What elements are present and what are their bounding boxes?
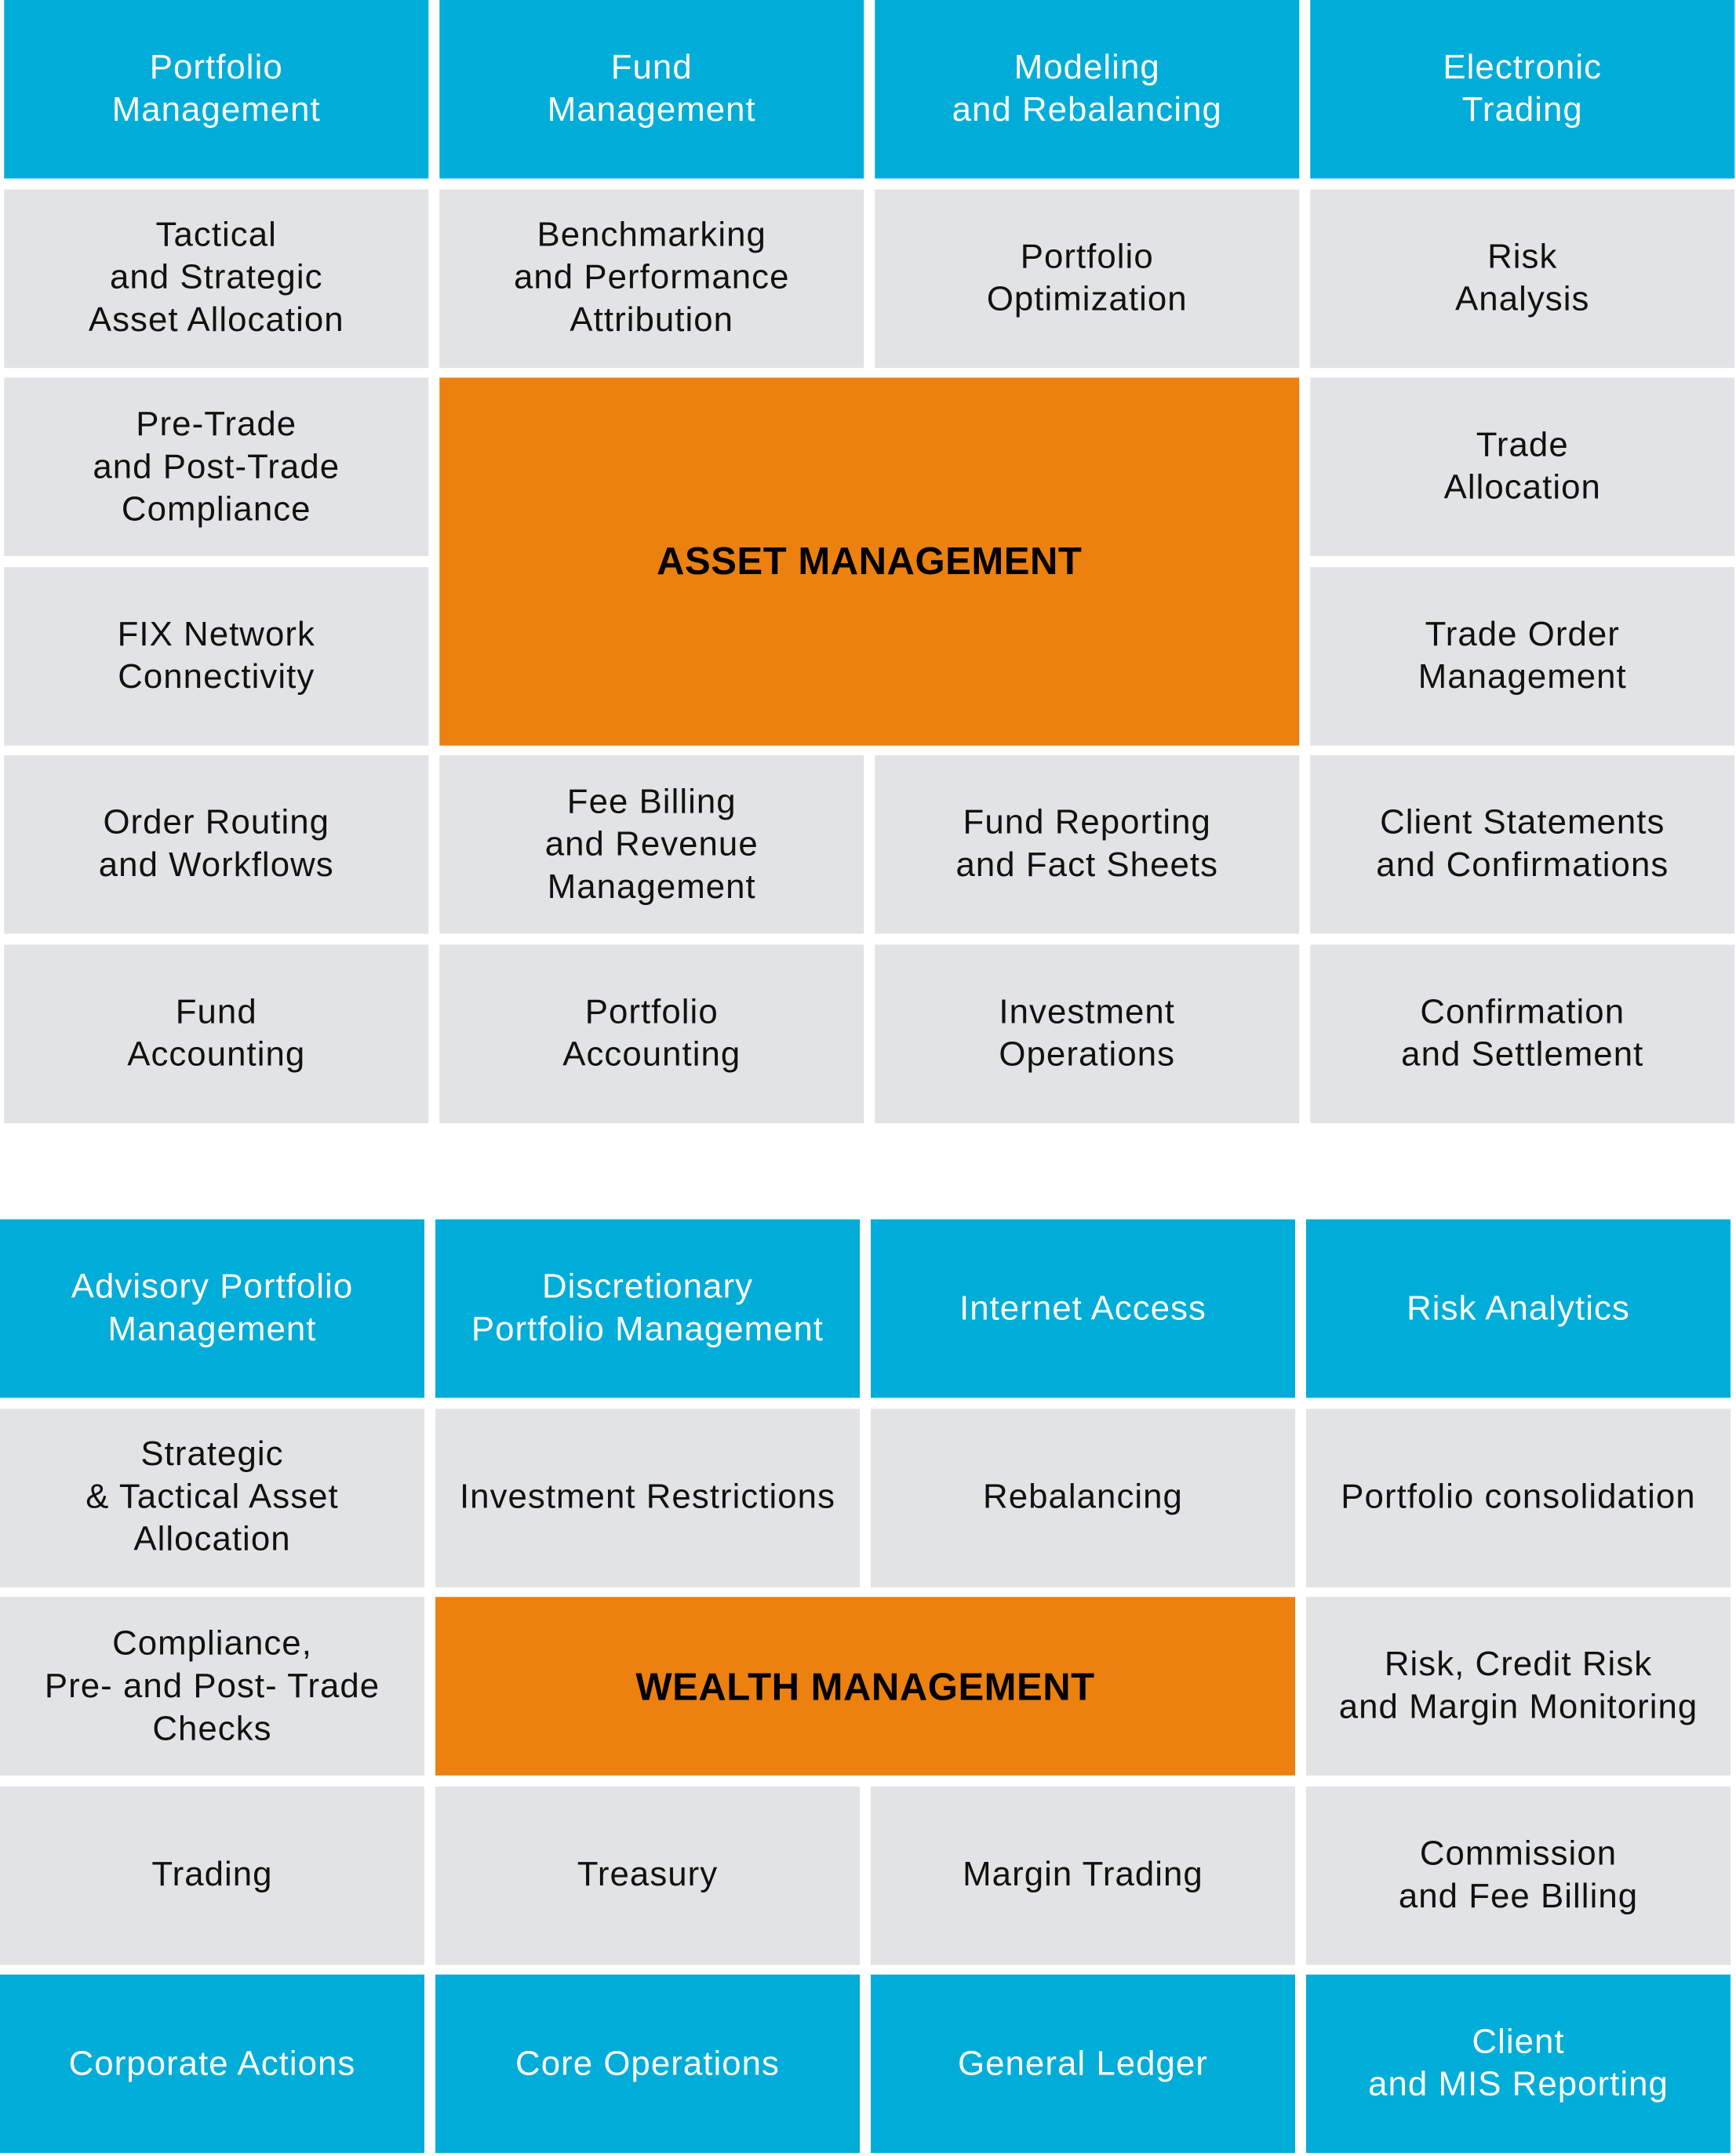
- wealth-cell: Compliance, Pre- and Post- Trade Checks: [0, 1598, 424, 1776]
- asset-cell: Order Routing and Workflows: [4, 756, 428, 935]
- wealth-cell: Portfolio consolidation: [1306, 1409, 1731, 1587]
- asset-cell: FIX Network Connectivity: [4, 567, 428, 746]
- asset-header-fund-management: Fund Management: [439, 0, 864, 179]
- wealth-header-risk-analytics: Risk Analytics: [1306, 1220, 1731, 1398]
- asset-cell: Portfolio Optimization: [875, 189, 1299, 368]
- asset-cell: Tactical and Strategic Asset Allocation: [4, 189, 428, 368]
- wealth-management-grid: [0, 1220, 1731, 2154]
- wealth-footer-corporate-actions: Corporate Actions: [0, 1975, 424, 2154]
- asset-cell: Risk Analysis: [1310, 189, 1734, 368]
- wealth-cell: Commission and Fee Billing: [1306, 1786, 1731, 1965]
- wealth-cell: Risk, Credit Risk and Margin Monitoring: [1306, 1598, 1731, 1776]
- asset-cell: Fee Billing and Revenue Management: [439, 756, 864, 935]
- wealth-management-center: WEALTH MANAGEMENT: [435, 1598, 1295, 1776]
- asset-cell: Client Statements and Confirmations: [1310, 756, 1734, 935]
- asset-cell: Investment Operations: [875, 944, 1299, 1123]
- wealth-footer-client-reporting: Client and MIS Reporting: [1306, 1975, 1731, 2154]
- wealth-cell: Strategic & Tactical Asset Allocation: [0, 1409, 424, 1587]
- asset-cell: Confirmation and Settlement: [1310, 944, 1734, 1123]
- wealth-cell: Margin Trading: [871, 1786, 1295, 1965]
- asset-cell: Benchmarking and Performance Attribution: [439, 189, 864, 368]
- wealth-cell: Investment Restrictions: [435, 1409, 860, 1587]
- wealth-cell: Trading: [0, 1786, 424, 1965]
- asset-cell: Portfolio Accounting: [439, 944, 864, 1123]
- asset-header-electronic-trading: Electronic Trading: [1310, 0, 1734, 179]
- wealth-header-advisory: Advisory Portfolio Management: [0, 1220, 424, 1398]
- wealth-cell: Rebalancing: [871, 1409, 1295, 1587]
- asset-cell: Pre-Trade and Post-Trade Compliance: [4, 378, 428, 557]
- wealth-header-internet-access: Internet Access: [871, 1220, 1295, 1398]
- asset-header-modeling-rebalancing: Modeling and Rebalancing: [875, 0, 1299, 179]
- wealth-cell: Treasury: [435, 1786, 860, 1965]
- asset-cell: Trade Order Management: [1310, 567, 1734, 746]
- asset-header-portfolio-management: Portfolio Management: [4, 0, 428, 179]
- wealth-footer-general-ledger: General Ledger: [871, 1975, 1295, 2154]
- asset-management-grid: [4, 0, 1734, 1123]
- wealth-footer-core-operations: Core Operations: [435, 1975, 860, 2154]
- asset-cell: Fund Accounting: [4, 944, 428, 1123]
- asset-management-center: ASSET MANAGEMENT: [439, 378, 1299, 746]
- wealth-header-discretionary: Discretionary Portfolio Management: [435, 1220, 860, 1398]
- asset-cell: Fund Reporting and Fact Sheets: [875, 756, 1299, 935]
- asset-cell: Trade Allocation: [1310, 378, 1734, 557]
